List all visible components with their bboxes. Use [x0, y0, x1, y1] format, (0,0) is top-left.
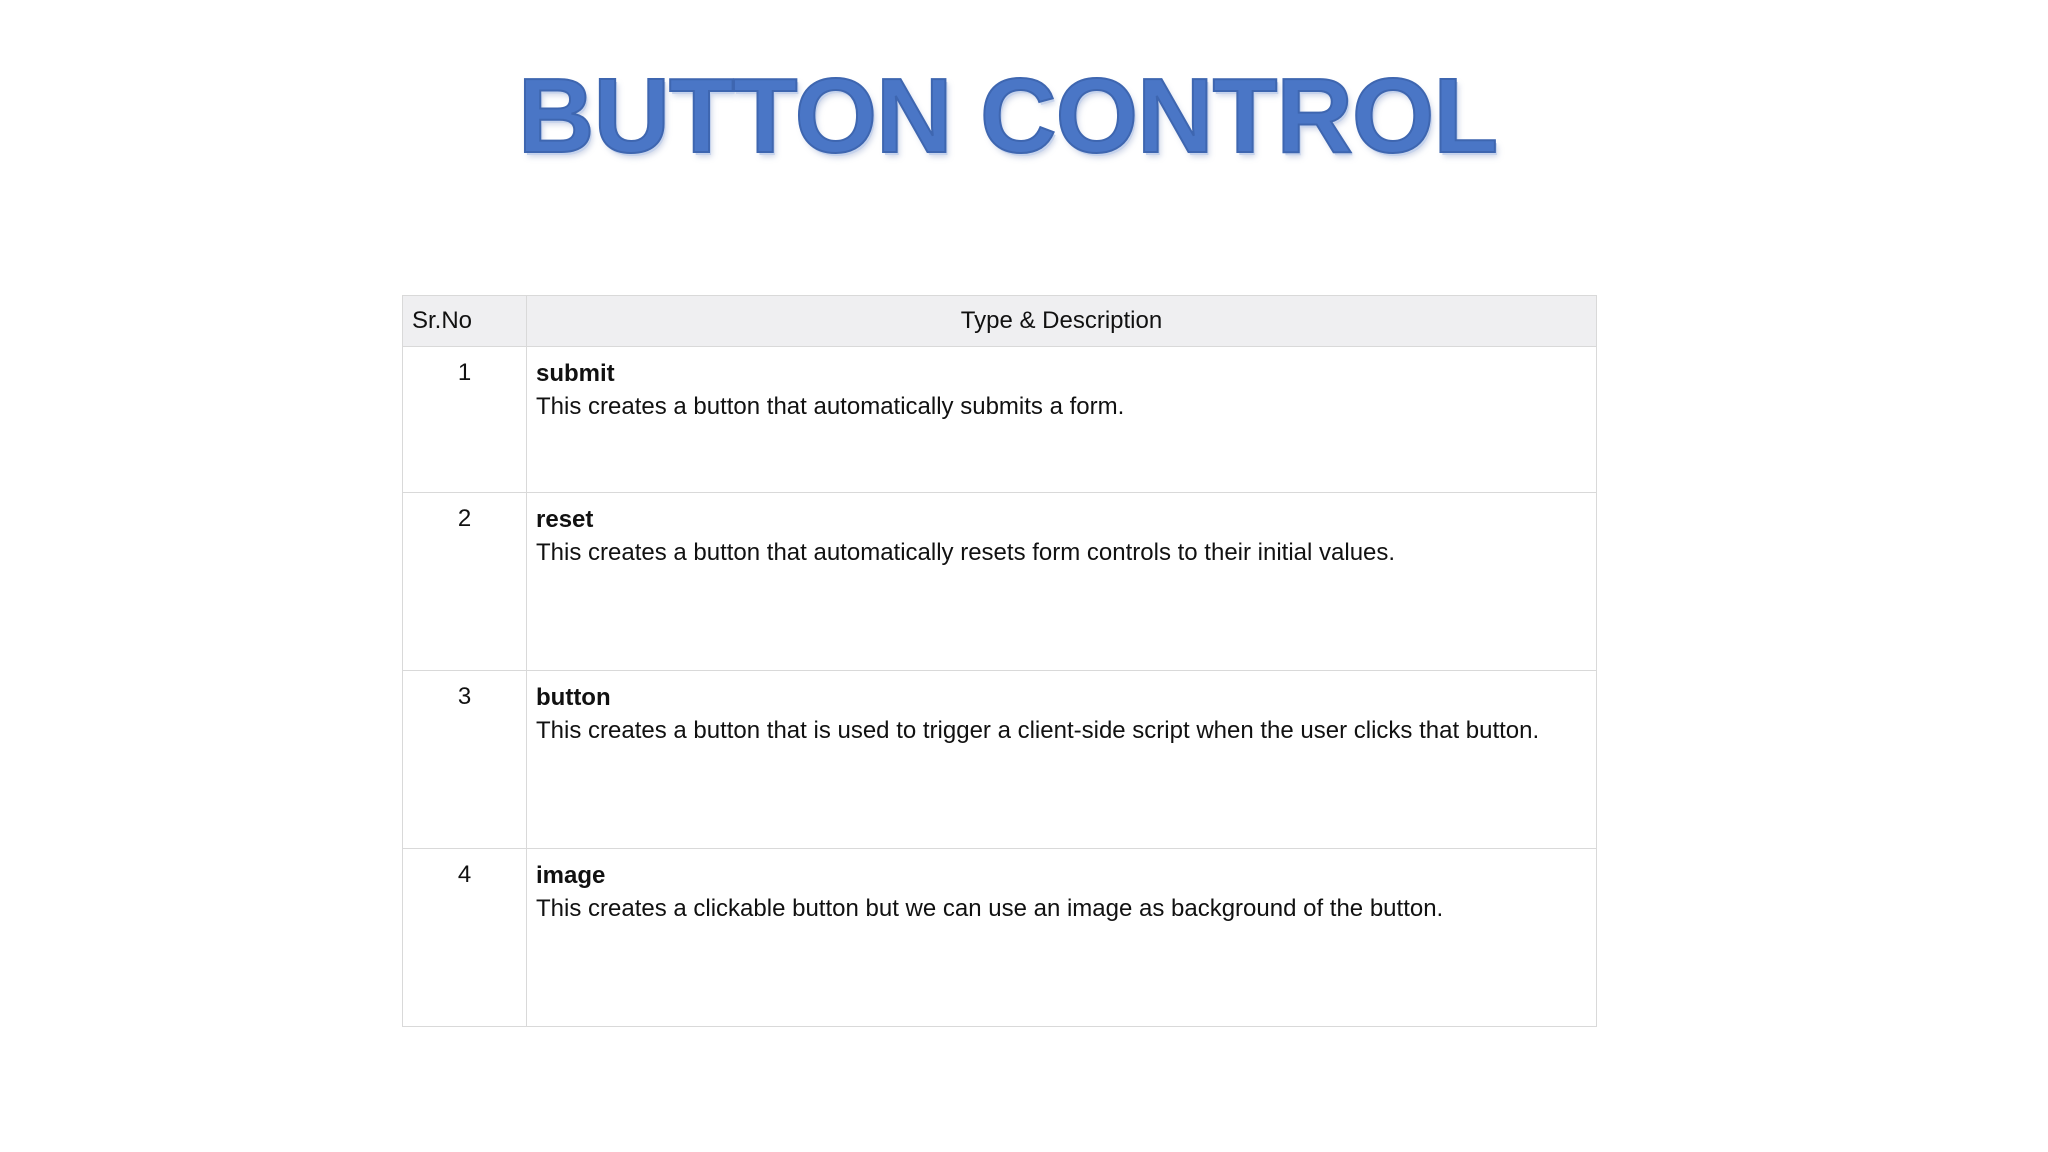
row-type-description [527, 493, 1597, 671]
table-row-button [403, 671, 1597, 849]
header-row [403, 296, 1597, 347]
table-body [403, 347, 1597, 1027]
row-type-description [527, 671, 1597, 849]
row-number: 4 [403, 849, 527, 1027]
button-types-table [402, 295, 1597, 1027]
header-serial-number: Sr.No [403, 296, 527, 347]
row-number: 1 [403, 347, 527, 493]
type-description: This creates a button that automatically resets form controls to their initial values. [536, 539, 1396, 566]
type-name: reset [536, 506, 594, 533]
type-description: This creates a clickable button but we can use an image as background of the button. [536, 895, 1444, 922]
row-number: 2 [403, 493, 527, 671]
header-type-description: Type & Description [527, 296, 1597, 347]
type-name: button [536, 684, 611, 711]
type-name: image [536, 862, 606, 889]
row-type-description [527, 849, 1597, 1027]
row-type-description [527, 347, 1597, 493]
type-description: This creates a button that is used to trigger a client-side script when the user clicks that button. [536, 717, 1540, 744]
row-number: 3 [403, 671, 527, 849]
type-description: This creates a button that automatically submits a form. [536, 393, 1125, 420]
table-header [403, 296, 1597, 347]
type-name: submit [536, 360, 615, 387]
table-row-submit [403, 347, 1597, 493]
table-row-image [403, 849, 1597, 1027]
table-row-reset [403, 493, 1597, 671]
slide-title: BUTTON CONTROL [517, 57, 1498, 175]
